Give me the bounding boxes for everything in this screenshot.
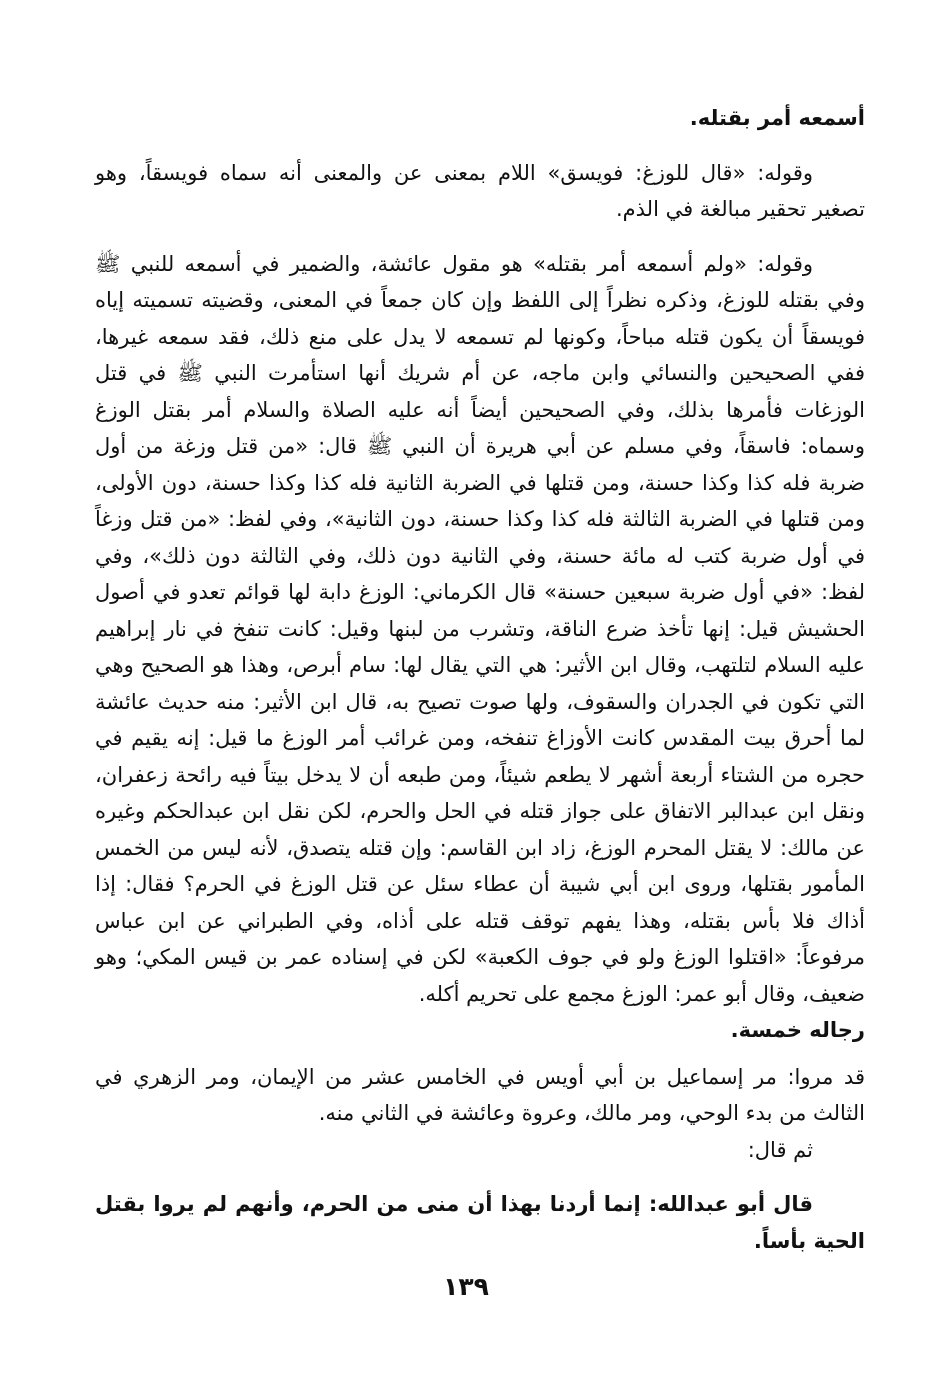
section-heading-rijal: رجاله خمسة. — [730, 1018, 865, 1042]
spacer — [95, 228, 865, 246]
spacer — [95, 1168, 865, 1186]
paragraph-main-commentary: وقوله: «ولم أسمعه أمر بقتله» هو مقول عائشة، والضمير في أسمعه للنبي ﷺ وفي بقتله للوزغ، وذكره نظراً إلى اللفظ وإن كان جمعاً في المعنى، وقضيته تسميته إياه فويسقاً أن يكون قتله مباحاً، وكونها لم تسمعه لا يدل على منع ذلك، فقد سمعه غيرها، ففي الصحيحين والنسائي وابن ماجه، عن أم شريك أنها استأمرت النبي ﷺ في قتل الوزغات فأمرها بذلك، وفي الصحيحين أيضاً أنه عليه الصلاة والسلام أمر بقتل الوزغ وسماه: فاسقاً، وفي مسلم عن أبي هريرة أن النبي ﷺ قال: «من قتل وزغة من أول ضربة فله كذا وكذا حسنة، ومن قتلها في الضربة الثانية فله كذا وكذا حسنة، دون الأولى، ومن قتلها في الضربة الثالثة فله كذا وكذا حسنة، دون الثانية»، وفي لفظ: «من قتل وزغاً في أول ضربة كتب له مائة حسنة، وفي الثانية دون ذلك، وفي الثالثة دون ذلك»، وفي لفظ: «في أول ضربة سبعين حسنة» قال الكرماني: الوزغ دابة لها قوائم تعدو في أصول الحشيش قيل: إنها تأخذ ضرع الناقة، وتشرب من لبنها وقيل: كانت تنفخ في نار إبراهيم عليه السلام لتلتهب، وقال ابن الأثير: هي التي يقال لها: سام أبرص، وهذا هو الصحيح وهي التي تكون في الجدران والسقوف، ولها صوت تصيح به، قال ابن الأثير: منه حديث عائشة لما أحرق بيت المقدس كانت الأوزاغ تنفخه، ومن غرائب أمر الوزغ ما قيل: إنه يقيم في حجره من الشتاء أربعة أشهر لا يطعم شيئاً، ومن طبعه أن لا يدخل بيتاً فيه رائحة زعفران، ونقل ابن عبدالبر الاتفاق على جواز قتله في الحل والحرم، لكن نقل ابن عبدالحكم وغيره عن مالك: لا يقتل المحرم الوزغ، زاد ابن القاسم: وإن قتله يتصدق، لأنه ليس من الخمس المأمور بقتلها، وروى ابن أبي شيبة أن عطاء سئل عن قتل الوزغ في الحرم؟ فقال: إذا أذاك فلا بأس بقتله، وهذا يفهم توقف قتله على أذاه، وفي الطبراني عن ابن عباس مرفوعاً: «اقتلوا الوزغ ولو في جوف الكعبة» لكن في إسناده عمر بن قيس المكي؛ وهو ضعيف، وقال أبو عمر: الوزغ مجمع على تحريم أكله. — [95, 251, 865, 1006]
spacer — [95, 1049, 865, 1059]
page-body — [95, 100, 865, 1259]
paragraph-fuwaysiq: وقوله: «قال للوزغ: فويسق» اللام بمعنى عن والمعنى أنه سماه فويسقاً، وهو تصغير تحقير مبالغة في الذم. — [95, 160, 865, 221]
spacer — [95, 137, 865, 155]
hadith-quote: قال أبو عبدالله: إنما أردنا بهذا أن منى من الحرم، وأنهم لم يروا بقتل الحية بأساً. — [95, 1192, 865, 1253]
paragraph-rijal: قد مروا: مر إسماعيل بن أبي أويس في الخامس عشر من الإيمان، ومر الزهري في الثالث من بدء الوحي، ومر مالك، وعروة وعائشة في الثاني منه. — [95, 1064, 865, 1125]
section-heading-top: أسمعه أمر بقتله. — [689, 106, 865, 130]
thumma-qal-line: ثم قال: — [747, 1137, 813, 1162]
page-number: ١٣٩ — [443, 1272, 489, 1301]
